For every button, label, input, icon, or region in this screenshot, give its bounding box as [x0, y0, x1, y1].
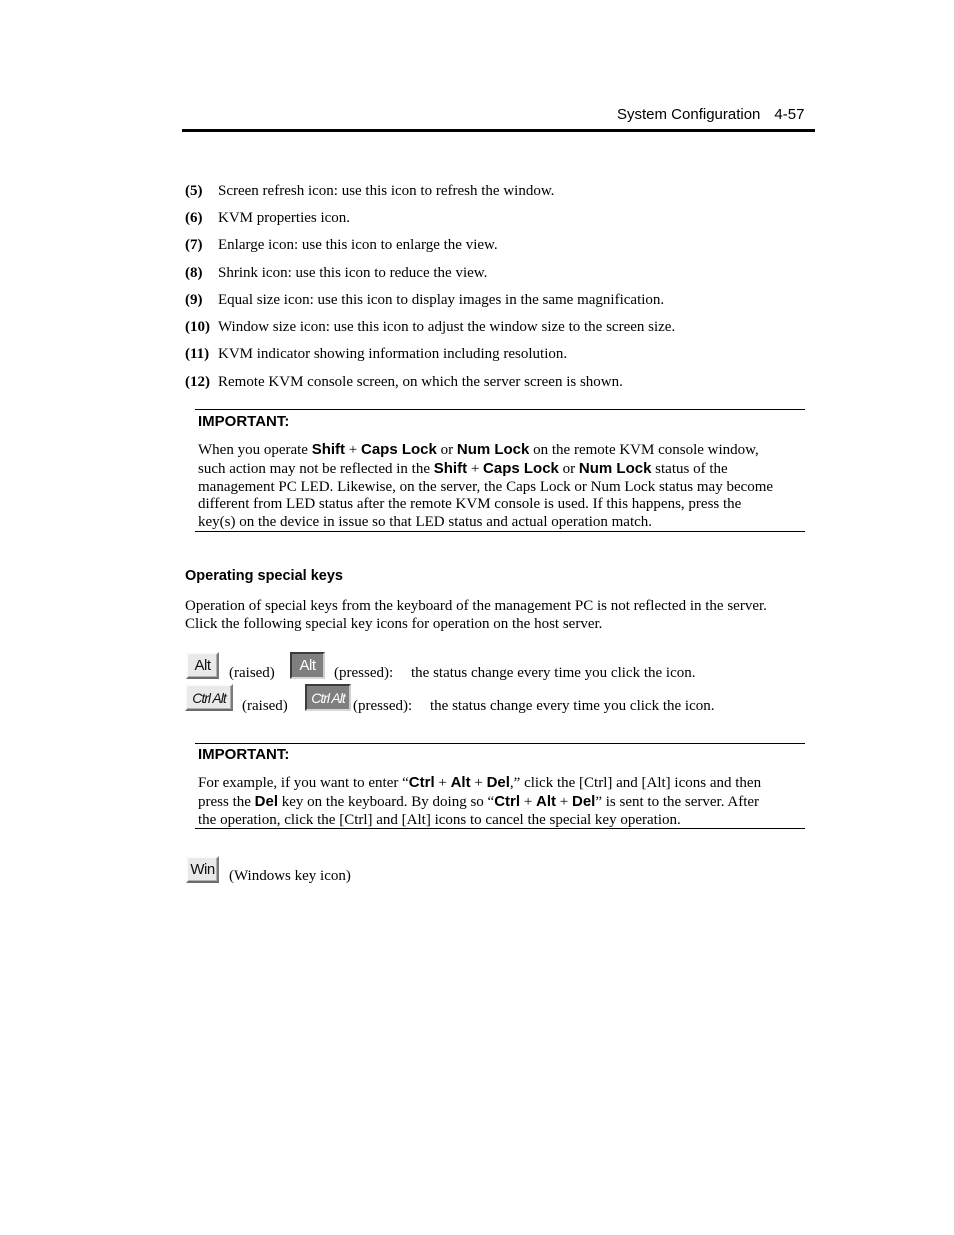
important-bottom-rule: [195, 828, 805, 829]
list-number: (5): [185, 183, 203, 199]
important-body: [198, 441, 803, 532]
important-top-rule: [195, 743, 805, 744]
list-text: Window size icon: use this icon to adjust the window size to the screen size.: [218, 319, 676, 335]
windows-key-caption: (Windows key icon): [229, 868, 351, 884]
list-item: [185, 345, 567, 363]
list-item: [185, 373, 623, 391]
running-header: [617, 106, 804, 123]
alt-raised-caption: (raised): [229, 665, 275, 681]
ctrl-alt-status-note: the status change every time you click the icon.: [430, 698, 715, 714]
important-line: When you operate Shift + Caps Lock or Num Lock on the remote KVM console window,: [198, 441, 759, 458]
list-number: (7): [185, 237, 203, 253]
list-text: KVM properties icon.: [218, 210, 351, 226]
list-item: [185, 236, 498, 254]
list-number: (8): [185, 265, 203, 281]
list-item: [185, 291, 664, 309]
alt-key-pressed-icon[interactable]: Alt: [290, 652, 325, 679]
section-heading: Operating special keys: [185, 568, 343, 584]
page-number: 4-57: [774, 106, 805, 123]
header-title: System Configuration: [617, 106, 761, 123]
list-number: (9): [185, 292, 203, 308]
list-text: Shrink icon: use this icon to reduce the view.: [218, 265, 488, 281]
list-text: Enlarge icon: use this icon to enlarge the view.: [218, 237, 498, 253]
alt-status-note: the status change every time you click the icon.: [411, 665, 696, 681]
important-body: [198, 774, 803, 829]
important-top-rule: [195, 409, 805, 410]
windows-key-icon[interactable]: Win: [186, 856, 219, 883]
important-line: management PC LED. Likewise, on the server, the Caps Lock or Num Lock status may become: [198, 478, 774, 495]
list-item: [185, 264, 487, 282]
list-text: Equal size icon: use this icon to display images in the same magnification.: [218, 292, 665, 308]
list-number: (12): [185, 374, 210, 390]
list-text: KVM indicator showing information including resolution.: [218, 346, 568, 362]
header-rule: [182, 129, 815, 132]
list-item: [185, 209, 350, 227]
list-item: [185, 318, 675, 336]
important-line: such action may not be reflected in the Shift + Caps Lock or Num Lock status of the: [198, 459, 728, 477]
list-item: [185, 182, 554, 200]
ctrl-alt-key-pressed-icon[interactable]: Ctrl Alt: [305, 684, 351, 711]
important-line: press the Del key on the keyboard. By doing so “Ctrl + Alt + Del” is sent to the server. After: [198, 792, 760, 810]
important-line: key(s) on the device in issue so that LED status and actual operation match.: [198, 514, 653, 531]
ctrl-alt-raised-caption: (raised): [242, 698, 288, 714]
ctrl-alt-pressed-caption: (pressed):: [353, 698, 413, 714]
list-number: (6): [185, 210, 203, 226]
list-number: (11): [185, 346, 210, 362]
alt-pressed-caption: (pressed):: [334, 665, 394, 681]
important-line: For example, if you want to enter “Ctrl + Alt + Del,” click the [Ctrl] and [Alt] icons and then: [198, 774, 762, 791]
important-title: IMPORTANT:: [198, 413, 290, 430]
section-paragraph: Operation of special keys from the keyboard of the management PC is not reflected in the server. Click the following special key icons for operation on the host server.: [185, 598, 767, 632]
alt-key-raised-icon[interactable]: Alt: [186, 652, 219, 679]
ctrl-alt-key-raised-icon[interactable]: Ctrl Alt: [185, 684, 233, 711]
list-text: Screen refresh icon: use this icon to refresh the window.: [218, 183, 555, 199]
important-title: IMPORTANT:: [198, 746, 290, 763]
important-line: different from LED status after the remote KVM console is used. If this happens, press the: [198, 496, 742, 513]
important-bottom-rule: [195, 531, 805, 532]
important-line: the operation, click the [Ctrl] and [Alt] icons to cancel the special key operation.: [198, 811, 681, 828]
list-text: Remote KVM console screen, on which the server screen is shown.: [218, 374, 623, 390]
list-number: (10): [185, 319, 210, 335]
